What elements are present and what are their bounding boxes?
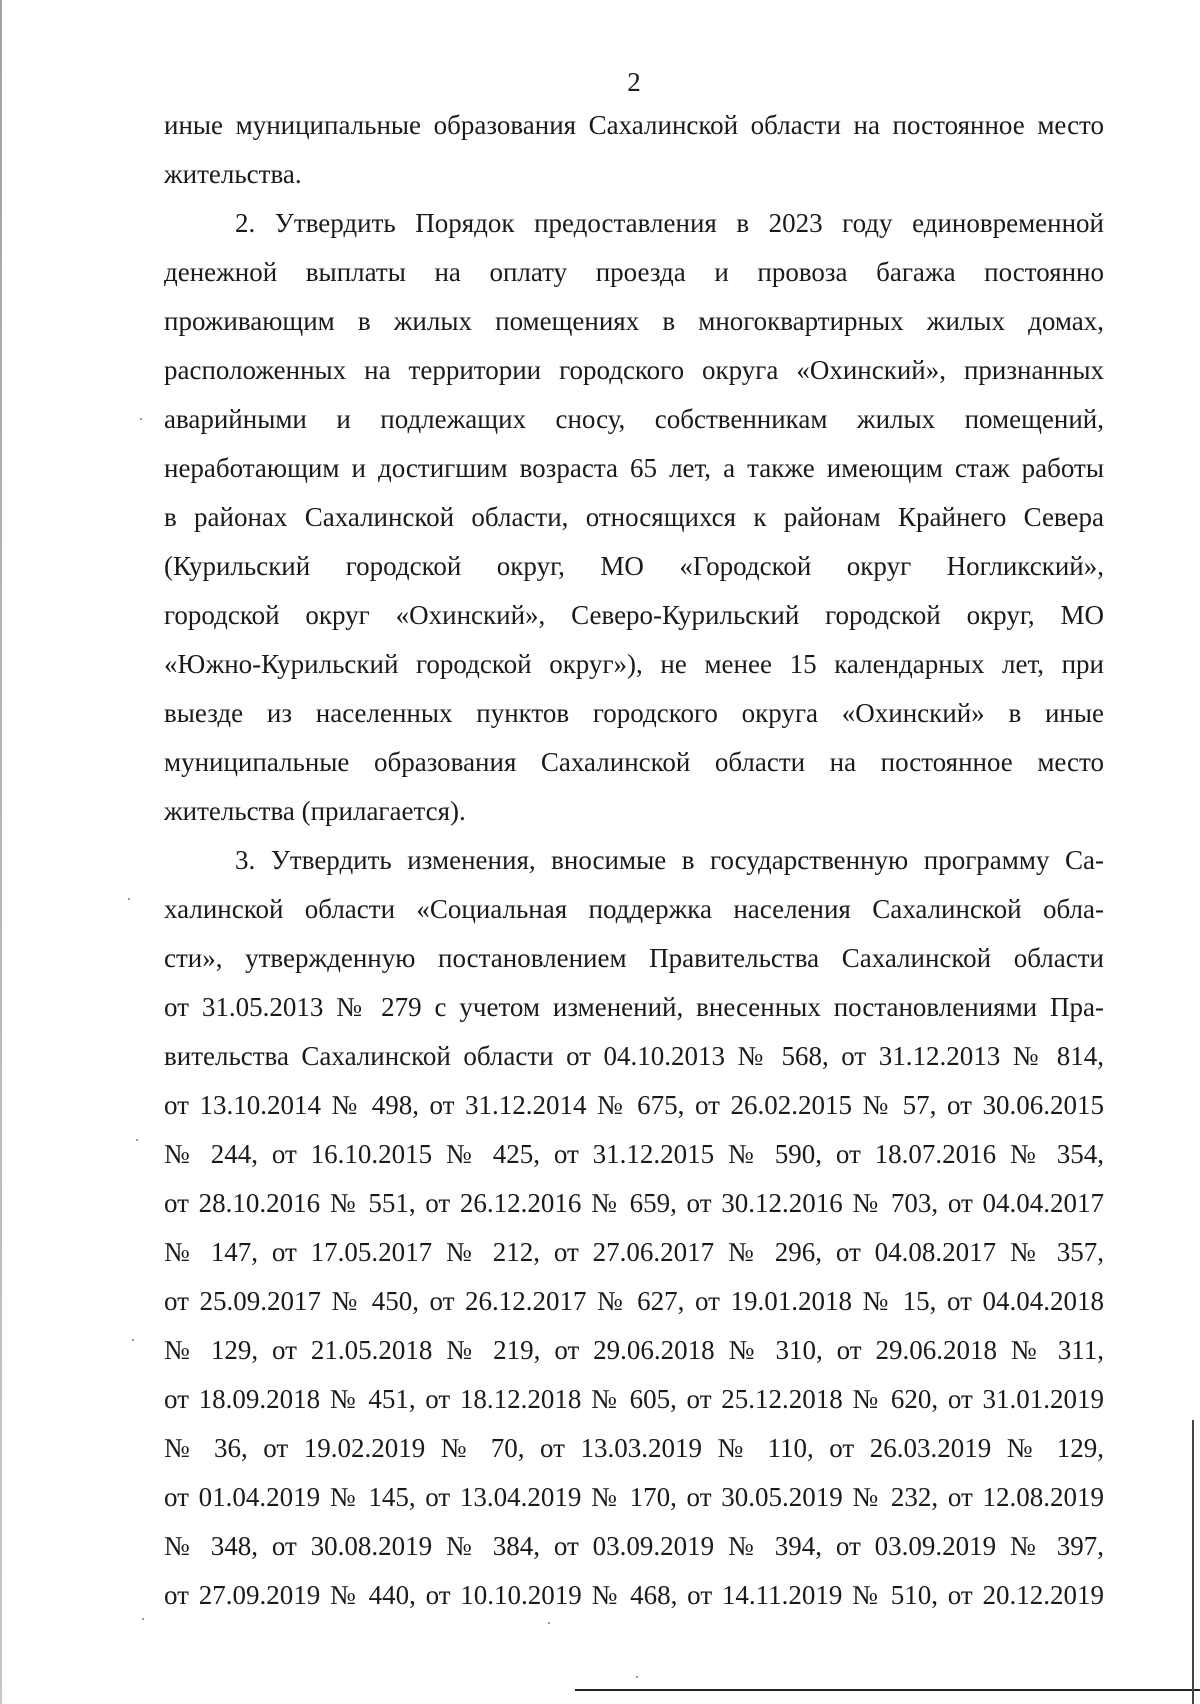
text-line: денежной выплаты на оплату проезда и провоза багажа постоянно (164, 257, 1104, 287)
text-line: от 25.09.2017 № 450, от 26.12.2017 № 627, от 19.01.2018 № 15, от 04.04.2018 (164, 1286, 1104, 1316)
text-line: жительства (прилагается). (164, 796, 466, 826)
text-line: городской округ «Охинский», Северо-Курильский городской округ, МО (164, 600, 1104, 630)
text-line: (Курильский городской округ, МО «Городской округ Ногликский», (164, 551, 1104, 581)
text-line: иные муниципальные образования Сахалинской области на постоянное место (164, 110, 1104, 140)
text-line: № 36, от 19.02.2019 № 70, от 13.03.2019 № 110, от 26.03.2019 № 129, (164, 1433, 1104, 1463)
scan-left-edge (0, 0, 2, 1704)
text-line: 2. Утвердить Порядок предоставления в 2023 году единовременной (235, 208, 1104, 238)
text-line: от 01.04.2019 № 145, от 13.04.2019 № 170, от 30.05.2019 № 232, от 12.08.2019 (164, 1482, 1104, 1512)
scan-speck (132, 1339, 134, 1341)
text-line: № 244, от 16.10.2015 № 425, от 31.12.2015 № 590, от 18.07.2016 № 354, (164, 1139, 1104, 1169)
text-line: в районах Сахалинской области, относящихся к районам Крайнего Севера (164, 502, 1104, 532)
scan-speck (140, 418, 142, 420)
scan-right-edge (1192, 1420, 1194, 1704)
scan-speck (142, 1618, 144, 1620)
paragraph-3 (164, 836, 1104, 1620)
text-line: № 147, от 17.05.2017 № 212, от 27.06.2017 № 296, от 04.08.2017 № 357, (164, 1237, 1104, 1267)
text-line: вительства Сахалинской области от 04.10.2013 № 568, от 31.12.2013 № 814, (164, 1041, 1104, 1071)
scan-speck (128, 898, 130, 900)
text-line: № 348, от 30.08.2019 № 384, от 03.09.2019 № 394, от 03.09.2019 № 397, (164, 1531, 1104, 1561)
text-line: расположенных на территории городского округа «Охинский», признанных (164, 355, 1104, 385)
scan-speck (548, 1622, 550, 1624)
text-line: 3. Утвердить изменения, вносимые в государственную программу Са- (235, 845, 1104, 875)
page-number: 2 (627, 67, 641, 97)
text-line: жительства. (164, 159, 302, 189)
paragraph-1 (164, 101, 1104, 199)
text-line: сти», утвержденную постановлением Правительства Сахалинской области (164, 943, 1104, 973)
scan-speck (136, 1139, 138, 1141)
text-line: халинской области «Социальная поддержка населения Сахалинской обла- (164, 894, 1104, 924)
text-line: от 27.09.2019 № 440, от 10.10.2019 № 468, от 14.11.2019 № 510, от 20.12.2019 (164, 1580, 1104, 1610)
scan-speck (636, 1676, 638, 1678)
text-line: от 13.10.2014 № 498, от 31.12.2014 № 675, от 26.02.2015 № 57, от 30.06.2015 (164, 1090, 1104, 1120)
text-line: от 28.10.2016 № 551, от 26.12.2016 № 659, от 30.12.2016 № 703, от 04.04.2017 (164, 1188, 1104, 1218)
text-line: муниципальные образования Сахалинской области на постоянное место (164, 747, 1104, 777)
text-line: выезде из населенных пунктов городского округа «Охинский» в иные (164, 698, 1104, 728)
text-line: неработающим и достигшим возраста 65 лет, а также имеющим стаж работы (164, 453, 1104, 483)
text-line: аварийными и подлежащих сносу, собственникам жилых помещений, (164, 404, 1104, 434)
text-line: проживающим в жилых помещениях в многоквартирных жилых домах, (164, 306, 1104, 336)
text-line: «Южно-Курильский городской округ»), не менее 15 календарных лет, при (164, 649, 1104, 679)
text-line: от 18.09.2018 № 451, от 18.12.2018 № 605, от 25.12.2018 № 620, от 31.01.2019 (164, 1384, 1104, 1414)
scan-bottom-edge (575, 1689, 1200, 1691)
text-line: от 31.05.2013 № 279 с учетом изменений, внесенных постановлениями Пра- (164, 992, 1104, 1022)
paragraph-2 (164, 199, 1104, 836)
text-line: № 129, от 21.05.2018 № 219, от 29.06.2018 № 310, от 29.06.2018 № 311, (164, 1335, 1104, 1365)
document-body (164, 101, 1104, 1620)
